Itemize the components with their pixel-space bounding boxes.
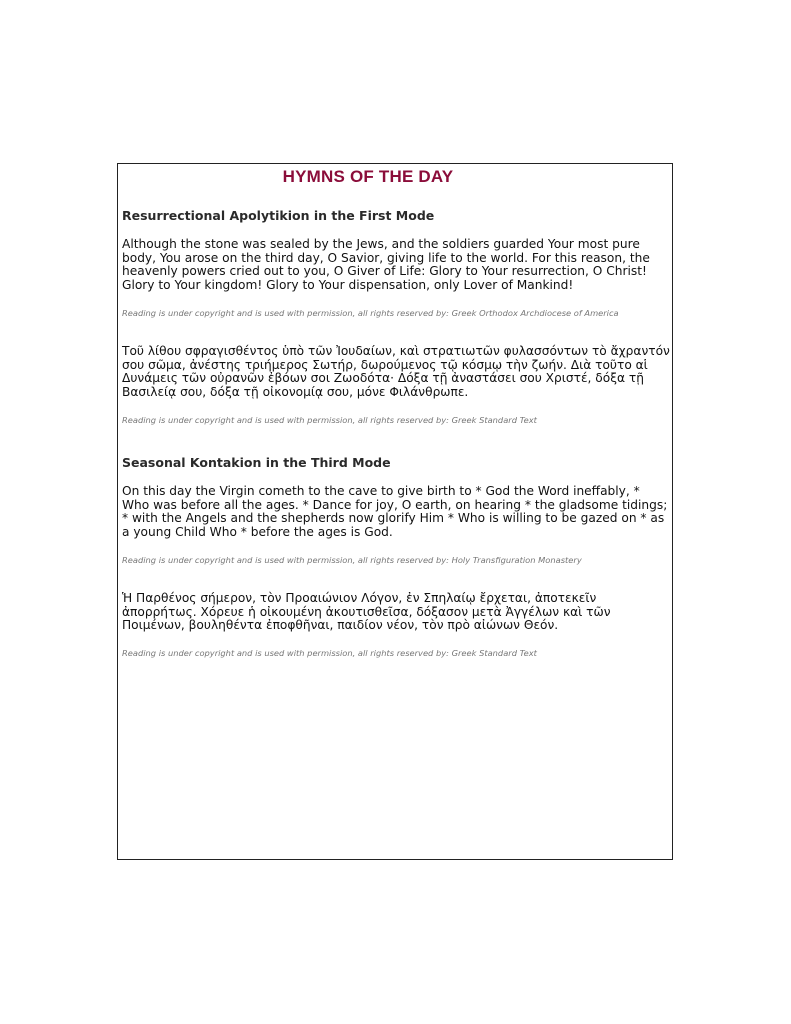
page-title: HYMNS OF THE DAY [282,167,454,186]
copyright-notice-kontakion-english: Reading is under copyright and is used with permission, all rights reserved by: Holy Transfiguration Monastery [122,555,582,565]
hymn-text-apolytikion-english: Although the stone was sealed by the Jews, and the soldiers guarded Your most pure body, You arose on the third day, O Savior, giving life to the world. For this reason, the heavenly powers cried out to you, O Giver of Life: Glory to Your resurrection, O Christ! Glory to Your kingdom! Glory to Your dispensation, only Lover of Mankind! [122,237,650,292]
document-page [117,163,673,860]
hymn-text-kontakion-greek: Ἡ Παρθένος σήμερον, τὸν Προαιώνιον Λόγον, ἐν Σπηλαίῳ ἔρχεται, ἀποτεκεῖν ἀπορρήτως. Χόρευε ἡ οἰκουμένη ἀκουτισθεῖσα, δόξασον μετὰ Ἀγγέλων καὶ τῶν Ποιμένων, βουληθέντα ἐποφθῆναι, παιδίον νέον, τὸν πρὸ αἰώνων Θεόν. [122,591,611,633]
copyright-notice-apolytikion-english: Reading is under copyright and is used with permission, all rights reserved by: Greek Orthodox Archdiocese of America [122,308,619,318]
section-heading-apolytikion: Resurrectional Apolytikion in the First Mode [122,208,435,223]
hymn-text-apolytikion-greek: Τοῦ λίθου σφραγισθέντος ὑπὸ τῶν Ἰουδαίων, καὶ στρατιωτῶν φυλασσόντων τὸ ἄχραντόν σου σῶμα, ἀνέστης τριήμερος Σωτήρ, δωρούμενος τῷ κόσμῳ τὴν ζωήν. Διὰ τοῦτο αἱ Δυνάμεις τῶν οὐρανῶν ἐβόων σοι Ζωοδότα· Δόξα τῇ ἀναστάσει σου Χριστέ, δόξα τῇ Βασιλείᾳ σου, δόξα τῇ οἰκονομίᾳ σου, μόνε Φιλάνθρωπε. [122,344,670,399]
section-heading-kontakion: Seasonal Kontakion in the Third Mode [122,455,391,470]
copyright-notice-kontakion-greek: Reading is under copyright and is used with permission, all rights reserved by: Greek Standard Text [122,648,537,658]
hymn-text-kontakion-english: On this day the Virgin cometh to the cave to give birth to * God the Word ineffably, * Who was before all the ages. * Dance for joy, O earth, on hearing * the gladsome tidings; * with the Angels and the shepherds now glorify Him * Who is willing to be gazed on * as a young Child Who * before the ages is God. [122,484,668,539]
copyright-notice-apolytikion-greek: Reading is under copyright and is used with permission, all rights reserved by: Greek Standard Text [122,415,537,425]
